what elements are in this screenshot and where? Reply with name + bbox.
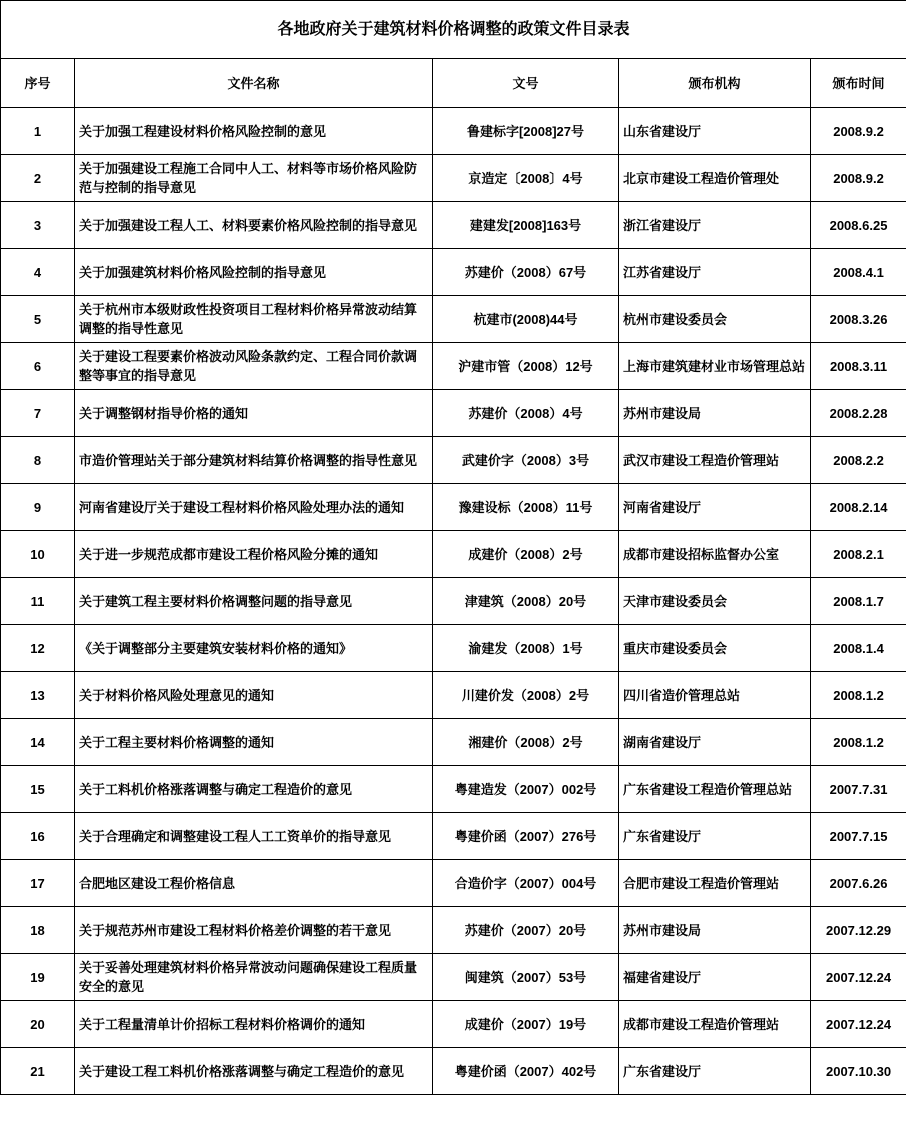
agency-cell: 重庆市建设委员会 — [619, 625, 811, 672]
agency-cell: 广东省建设厅 — [619, 813, 811, 860]
doc-name-cell: 关于工程主要材料价格调整的通知 — [75, 719, 433, 766]
table-row — [1, 1001, 906, 1048]
serial-cell: 2 — [1, 155, 75, 202]
date-cell: 2008.1.4 — [811, 625, 906, 672]
table-row — [1, 766, 906, 813]
date-cell: 2008.1.2 — [811, 719, 906, 766]
table-row — [1, 813, 906, 860]
doc-number-cell: 渝建发（2008）1号 — [433, 625, 619, 672]
doc-name-cell: 关于加强建筑材料价格风险控制的指导意见 — [75, 249, 433, 296]
table-row — [1, 484, 906, 531]
doc-number-cell: 津建筑（2008）20号 — [433, 578, 619, 625]
agency-cell: 浙江省建设厅 — [619, 202, 811, 249]
doc-number-cell: 建建发[2008]163号 — [433, 202, 619, 249]
doc-name-cell: 关于建设工程要素价格波动风险条款约定、工程合同价款调整等事宜的指导意见 — [75, 343, 433, 390]
date-cell: 2008.1.7 — [811, 578, 906, 625]
serial-cell: 18 — [1, 907, 75, 954]
date-cell: 2008.1.2 — [811, 672, 906, 719]
date-cell: 2008.2.1 — [811, 531, 906, 578]
doc-name-cell: 关于杭州市本级财政性投资项目工程材料价格异常波动结算调整的指导性意见 — [75, 296, 433, 343]
date-cell: 2008.3.11 — [811, 343, 906, 390]
date-cell: 2008.4.1 — [811, 249, 906, 296]
doc-name-cell: 关于工程量清单计价招标工程材料价格调价的通知 — [75, 1001, 433, 1048]
agency-cell: 成都市建设招标监督办公室 — [619, 531, 811, 578]
serial-cell: 20 — [1, 1001, 75, 1048]
date-cell: 2007.12.29 — [811, 907, 906, 954]
date-cell: 2007.6.26 — [811, 860, 906, 907]
agency-cell: 天津市建设委员会 — [619, 578, 811, 625]
doc-number-cell: 合造价字（2007）004号 — [433, 860, 619, 907]
doc-name-cell: 关于工料机价格涨落调整与确定工程造价的意见 — [75, 766, 433, 813]
doc-number-cell: 沪建市管（2008）12号 — [433, 343, 619, 390]
doc-name-cell: 关于妥善处理建筑材料价格异常波动问题确保建设工程质量安全的意见 — [75, 954, 433, 1001]
date-cell: 2007.7.31 — [811, 766, 906, 813]
table-row — [1, 672, 906, 719]
date-cell: 2007.12.24 — [811, 954, 906, 1001]
serial-cell: 1 — [1, 108, 75, 155]
doc-name-cell: 市造价管理站关于部分建筑材料结算价格调整的指导性意见 — [75, 437, 433, 484]
table-row — [1, 296, 906, 343]
column-header-date: 颁布时间 — [811, 59, 906, 108]
agency-cell: 山东省建设厅 — [619, 108, 811, 155]
column-header-serial: 序号 — [1, 59, 75, 108]
date-cell: 2008.9.2 — [811, 108, 906, 155]
serial-cell: 11 — [1, 578, 75, 625]
doc-name-cell: 关于规范苏州市建设工程材料价格差价调整的若干意见 — [75, 907, 433, 954]
doc-name-cell: 关于材料价格风险处理意见的通知 — [75, 672, 433, 719]
agency-cell: 合肥市建设工程造价管理站 — [619, 860, 811, 907]
doc-number-cell: 京造定〔2008〕4号 — [433, 155, 619, 202]
date-cell: 2008.2.14 — [811, 484, 906, 531]
agency-cell: 上海市建筑建材业市场管理总站 — [619, 343, 811, 390]
doc-name-cell: 合肥地区建设工程价格信息 — [75, 860, 433, 907]
table-body — [1, 108, 906, 1095]
table-row — [1, 719, 906, 766]
doc-name-cell: 关于合理确定和调整建设工程人工工资单价的指导意见 — [75, 813, 433, 860]
date-cell: 2008.3.26 — [811, 296, 906, 343]
agency-cell: 江苏省建设厅 — [619, 249, 811, 296]
page-title: 各地政府关于建筑材料价格调整的政策文件目录表 — [1, 1, 906, 59]
doc-name-cell: 关于建筑工程主要材料价格调整问题的指导意见 — [75, 578, 433, 625]
table-row — [1, 155, 906, 202]
serial-cell: 21 — [1, 1048, 75, 1095]
agency-cell: 苏州市建设局 — [619, 907, 811, 954]
table-row — [1, 907, 906, 954]
doc-name-cell: 关于进一步规范成都市建设工程价格风险分摊的通知 — [75, 531, 433, 578]
doc-name-cell: 关于加强建设工程施工合同中人工、材料等市场价格风险防范与控制的指导意见 — [75, 155, 433, 202]
table-row — [1, 578, 906, 625]
agency-cell: 杭州市建设委员会 — [619, 296, 811, 343]
agency-cell: 广东省建设工程造价管理总站 — [619, 766, 811, 813]
table-row — [1, 202, 906, 249]
date-cell: 2008.2.2 — [811, 437, 906, 484]
doc-name-cell: 关于加强工程建设材料价格风险控制的意见 — [75, 108, 433, 155]
doc-number-cell: 川建价发（2008）2号 — [433, 672, 619, 719]
serial-cell: 3 — [1, 202, 75, 249]
doc-number-cell: 成建价（2008）2号 — [433, 531, 619, 578]
doc-number-cell: 鲁建标字[2008]27号 — [433, 108, 619, 155]
serial-cell: 5 — [1, 296, 75, 343]
agency-cell: 河南省建设厅 — [619, 484, 811, 531]
table-row — [1, 343, 906, 390]
serial-cell: 9 — [1, 484, 75, 531]
agency-cell: 武汉市建设工程造价管理站 — [619, 437, 811, 484]
date-cell: 2007.12.24 — [811, 1001, 906, 1048]
doc-number-cell: 粤建价函（2007）276号 — [433, 813, 619, 860]
agency-cell: 北京市建设工程造价管理处 — [619, 155, 811, 202]
table-row — [1, 249, 906, 296]
serial-cell: 10 — [1, 531, 75, 578]
date-cell: 2008.6.25 — [811, 202, 906, 249]
table-row — [1, 390, 906, 437]
table-header-row — [1, 59, 906, 108]
column-header-doc-name: 文件名称 — [75, 59, 433, 108]
serial-cell: 14 — [1, 719, 75, 766]
doc-name-cell: 关于调整钢材指导价格的通知 — [75, 390, 433, 437]
table-row — [1, 954, 906, 1001]
agency-cell: 四川省造价管理总站 — [619, 672, 811, 719]
column-header-doc-number: 文号 — [433, 59, 619, 108]
table-row — [1, 1048, 906, 1095]
column-header-agency: 颁布机构 — [619, 59, 811, 108]
serial-cell: 12 — [1, 625, 75, 672]
serial-cell: 15 — [1, 766, 75, 813]
agency-cell: 广东省建设厅 — [619, 1048, 811, 1095]
doc-number-cell: 苏建价（2008）4号 — [433, 390, 619, 437]
doc-name-cell: 《关于调整部分主要建筑安装材料价格的通知》 — [75, 625, 433, 672]
date-cell: 2007.10.30 — [811, 1048, 906, 1095]
doc-number-cell: 杭建市(2008)44号 — [433, 296, 619, 343]
serial-cell: 4 — [1, 249, 75, 296]
table-row — [1, 108, 906, 155]
table-row — [1, 625, 906, 672]
table-title-row — [1, 1, 906, 59]
date-cell: 2008.2.28 — [811, 390, 906, 437]
table-row — [1, 860, 906, 907]
serial-cell: 16 — [1, 813, 75, 860]
table-row — [1, 531, 906, 578]
doc-name-cell: 关于加强建设工程人工、材料要素价格风险控制的指导意见 — [75, 202, 433, 249]
serial-cell: 6 — [1, 343, 75, 390]
date-cell: 2008.9.2 — [811, 155, 906, 202]
doc-number-cell: 成建价（2007）19号 — [433, 1001, 619, 1048]
serial-cell: 8 — [1, 437, 75, 484]
doc-number-cell: 粤建造发（2007）002号 — [433, 766, 619, 813]
agency-cell: 成都市建设工程造价管理站 — [619, 1001, 811, 1048]
doc-number-cell: 武建价字（2008）3号 — [433, 437, 619, 484]
doc-name-cell: 河南省建设厅关于建设工程材料价格风险处理办法的通知 — [75, 484, 433, 531]
agency-cell: 苏州市建设局 — [619, 390, 811, 437]
doc-number-cell: 湘建价（2008）2号 — [433, 719, 619, 766]
doc-number-cell: 豫建设标（2008）11号 — [433, 484, 619, 531]
serial-cell: 7 — [1, 390, 75, 437]
serial-cell: 19 — [1, 954, 75, 1001]
doc-number-cell: 苏建价（2007）20号 — [433, 907, 619, 954]
table-row — [1, 437, 906, 484]
doc-name-cell: 关于建设工程工料机价格涨落调整与确定工程造价的意见 — [75, 1048, 433, 1095]
serial-cell: 13 — [1, 672, 75, 719]
doc-number-cell: 闽建筑（2007）53号 — [433, 954, 619, 1001]
agency-cell: 福建省建设厅 — [619, 954, 811, 1001]
doc-number-cell: 苏建价（2008）67号 — [433, 249, 619, 296]
serial-cell: 17 — [1, 860, 75, 907]
date-cell: 2007.7.15 — [811, 813, 906, 860]
doc-number-cell: 粤建价函（2007）402号 — [433, 1048, 619, 1095]
agency-cell: 湖南省建设厅 — [619, 719, 811, 766]
